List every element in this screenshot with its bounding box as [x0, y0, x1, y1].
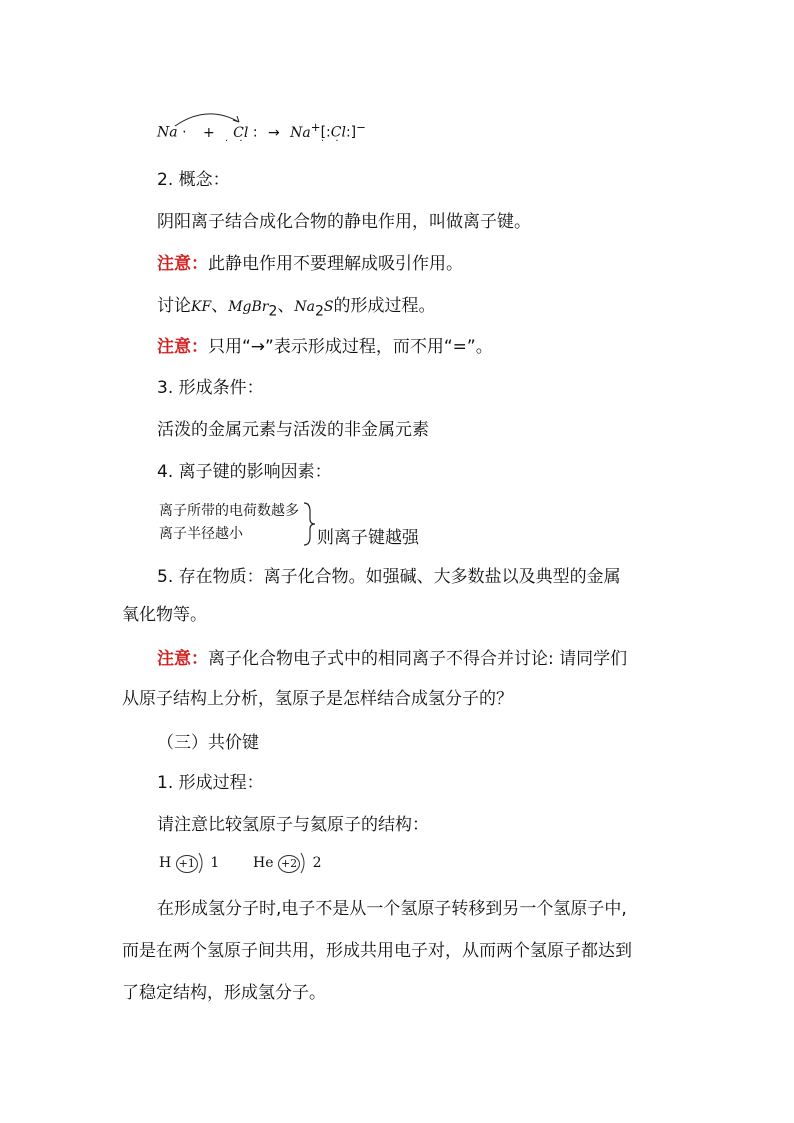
note-text: 离子化合物电子式中的相同离子不得合并讨论: 请同学们: [208, 649, 628, 669]
condition-text: 活泼的金属元素与活泼的非金属元素: [157, 420, 429, 440]
cl-atom: Cl: [233, 124, 249, 141]
formation-heading: 1. 形成过程：: [157, 773, 264, 793]
factor-2: 离子半径越小: [159, 526, 243, 542]
note-label: 注意：: [157, 254, 208, 274]
cl-bottom-dots: · ·: [225, 136, 247, 147]
concept-text: 阴阳离子结合成化合物的静电作用，叫做离子键。: [157, 212, 531, 232]
note-label: 注意：: [157, 337, 208, 357]
exist-line-1: 5. 存在物质：离子化合物。如强碱、大多数盐以及典型的金属: [157, 567, 621, 587]
cl-ion-charge: −: [356, 120, 366, 134]
discuss-prefix: 讨论: [157, 296, 191, 316]
note-text: 只用“→”表示形成过程，而不用“=”。: [208, 337, 493, 357]
nucleus-charge: +2: [278, 855, 300, 873]
section-heading: （三）共价键: [157, 733, 259, 753]
concept-heading: 2. 概念：: [157, 170, 230, 190]
paragraph-line-2: 而是在两个氢原子间共用，形成共用电子对，从而两个氢原子都达到: [122, 941, 632, 961]
factor-1: 离子所带的电荷数越多: [159, 503, 299, 519]
atom-symbol: He: [253, 855, 274, 871]
discuss-line: [157, 295, 436, 322]
note-3-line-2: 从原子结构上分析，氢原子是怎样结合成氢分子的？: [122, 689, 513, 709]
bracket-open: [:: [320, 124, 331, 141]
exist-line-2: 氧化物等。: [122, 605, 207, 625]
cl-ion: Cl: [330, 124, 346, 141]
separator: 、: [277, 296, 295, 316]
na-ion: Na: [290, 124, 311, 141]
atom-symbol: H: [159, 855, 172, 871]
bracket-close: :]: [345, 124, 357, 141]
na-atom: Na: [157, 124, 178, 141]
note-text: 此静电作用不要理解成吸引作用。: [208, 254, 463, 274]
note-3: [157, 648, 627, 670]
formula-sub: 2: [268, 303, 278, 320]
separator: 、: [211, 296, 229, 316]
formula-s: S: [323, 299, 334, 315]
note-2: [157, 336, 493, 358]
paragraph-line-3: 了稳定结构，形成氢分子。: [122, 983, 326, 1003]
note-1: [157, 253, 463, 275]
electron-dot-equation: [157, 120, 366, 147]
electron-transfer-arrow-icon: [167, 108, 267, 130]
factor-result: 则离子键越强: [317, 528, 419, 548]
formula-sub: 2: [315, 303, 324, 320]
electron-count: 2: [312, 855, 322, 871]
cl-dots: :: [252, 124, 258, 141]
paragraph-line-1: 在形成氢分子时,电子不是从一个氢原子转移到另一个氢原子中,: [157, 899, 627, 919]
reaction-arrow: →: [267, 124, 280, 141]
formula-na: Na: [294, 299, 315, 315]
condition-heading: 3. 形成条件：: [157, 378, 264, 398]
formula-kf: KF: [191, 299, 212, 315]
discuss-suffix: 的形成过程。: [333, 296, 436, 316]
plus-sign: +: [202, 124, 215, 141]
hydrogen-atom-diagram: [159, 852, 219, 874]
compare-text: 请注意比较氢原子与氦原子的结构：: [157, 815, 429, 835]
formula-mgbr: MgBr: [228, 299, 269, 315]
brace-icon: [302, 501, 318, 547]
na-dot: ·: [182, 124, 187, 141]
factor-heading: 4. 离子键的影响因素：: [157, 462, 332, 482]
na-ion-charge: +: [310, 120, 321, 134]
shell-arc-icon: [198, 852, 206, 874]
note-label: 注意：: [157, 649, 208, 669]
shell-arc-icon: [300, 852, 308, 874]
helium-atom-diagram: [253, 852, 322, 874]
nucleus-charge: +1: [176, 855, 198, 873]
electron-count: 1: [210, 855, 220, 871]
cl-ion-bottom-dots: · ·: [321, 136, 343, 147]
